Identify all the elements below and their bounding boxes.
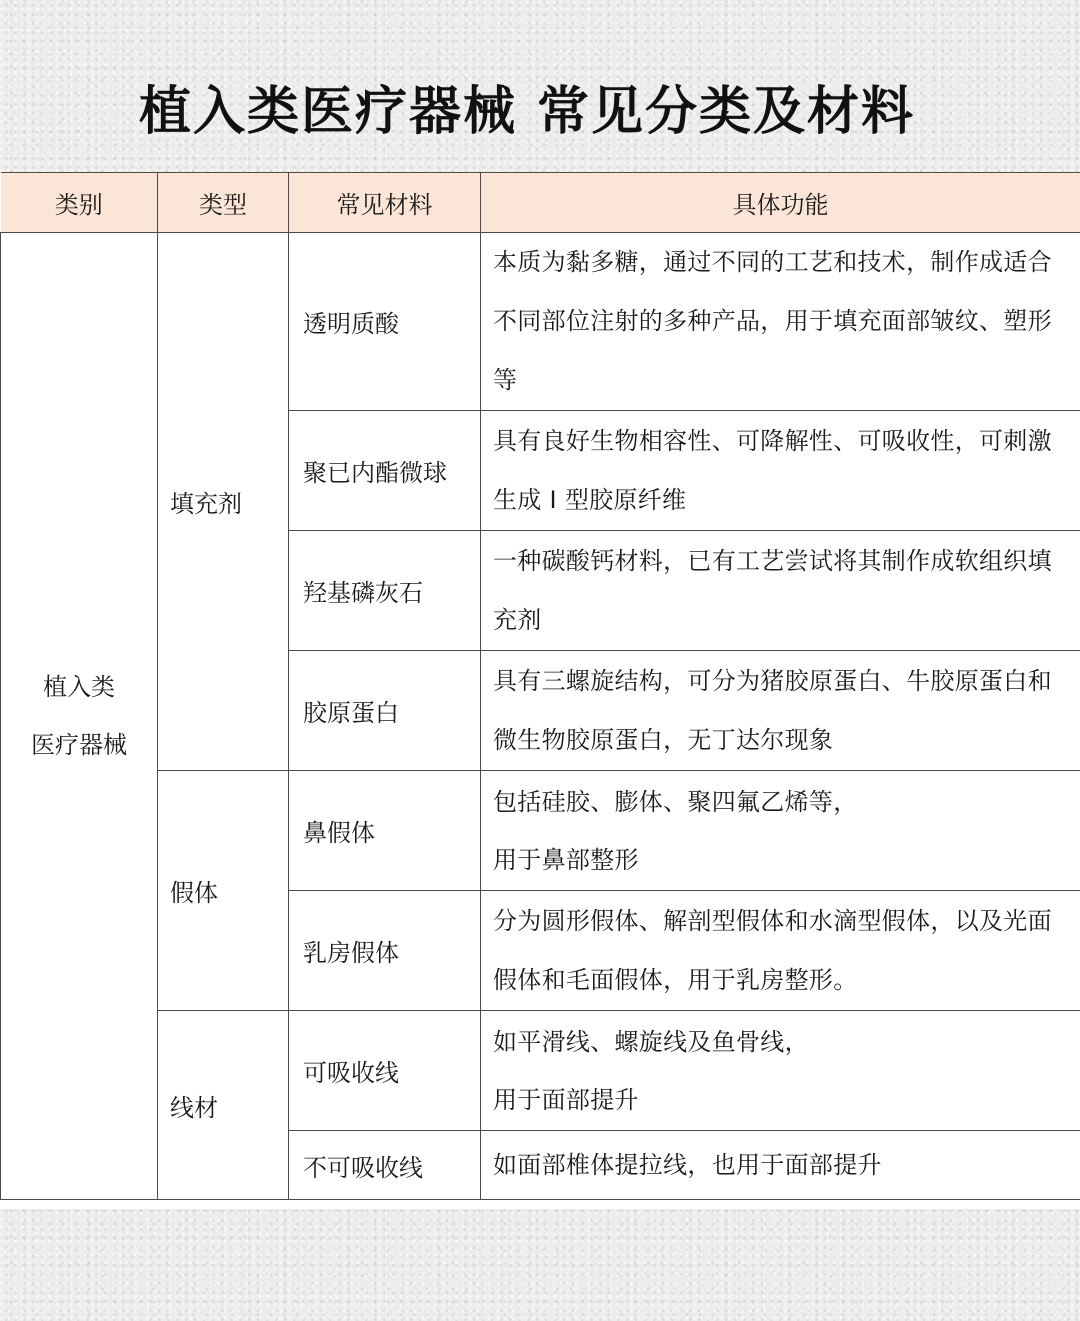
material-cell: 乳房假体 <box>289 891 481 1011</box>
type-cell-filler: 填充剂 <box>158 233 289 771</box>
function-cell <box>481 771 1080 891</box>
material-cell: 不可吸收线 <box>289 1131 481 1200</box>
function-cell: 如面部椎体提拉线，也用于面部提升 <box>481 1131 1080 1200</box>
classification-table <box>0 172 1080 1200</box>
material-cell: 胶原蛋白 <box>289 651 481 771</box>
category-cell <box>1 233 158 1200</box>
function-cell: 具有良好生物相容性、可降解性、可吸收性，可刺激生成 Ⅰ 型胶原纤维 <box>481 411 1080 531</box>
function-line: 如平滑线、螺旋线及鱼骨线， <box>493 1027 809 1056</box>
type-cell-implant: 假体 <box>158 771 289 1011</box>
function-cell: 分为圆形假体、解剖型假体和水滴型假体，以及光面假体和毛面假体，用于乳房整形。 <box>481 891 1080 1011</box>
material-cell: 鼻假体 <box>289 771 481 891</box>
type-cell-thread: 线材 <box>158 1011 289 1200</box>
function-cell <box>481 1011 1080 1131</box>
function-line: 用于面部提升 <box>493 1085 639 1114</box>
category-label-line1: 植入类 <box>43 673 115 701</box>
header-type: 类型 <box>158 173 289 233</box>
function-line: 包括硅胶、膨体、聚四氟乙烯等， <box>493 787 858 816</box>
classification-table-container <box>0 172 1080 1209</box>
function-cell: 本质为黏多糖，通过不同的工艺和技术，制作成适合不同部位注射的多种产品，用于填充面部皱纹、塑形等 <box>481 233 1080 411</box>
table-header-row <box>1 173 1080 233</box>
table-row <box>1 1011 1080 1131</box>
header-material: 常见材料 <box>289 173 481 233</box>
header-category: 类别 <box>1 173 158 233</box>
function-cell: 一种碳酸钙材料，已有工艺尝试将其制作成软组织填充剂 <box>481 531 1080 651</box>
category-label-line2: 医疗器械 <box>31 731 127 759</box>
function-line: 用于鼻部整形 <box>493 845 639 874</box>
header-function: 具体功能 <box>481 173 1080 233</box>
material-cell: 可吸收线 <box>289 1011 481 1131</box>
table-row <box>1 771 1080 891</box>
material-cell: 透明质酸 <box>289 233 481 411</box>
material-cell: 聚已内酯微球 <box>289 411 481 531</box>
table-row <box>1 233 1080 411</box>
material-cell: 羟基磷灰石 <box>289 531 481 651</box>
page-title: 植入类医疗器械 常见分类及材料 <box>138 82 916 142</box>
function-cell: 具有三螺旋结构，可分为猪胶原蛋白、牛胶原蛋白和微生物胶原蛋白，无丁达尔现象 <box>481 651 1080 771</box>
